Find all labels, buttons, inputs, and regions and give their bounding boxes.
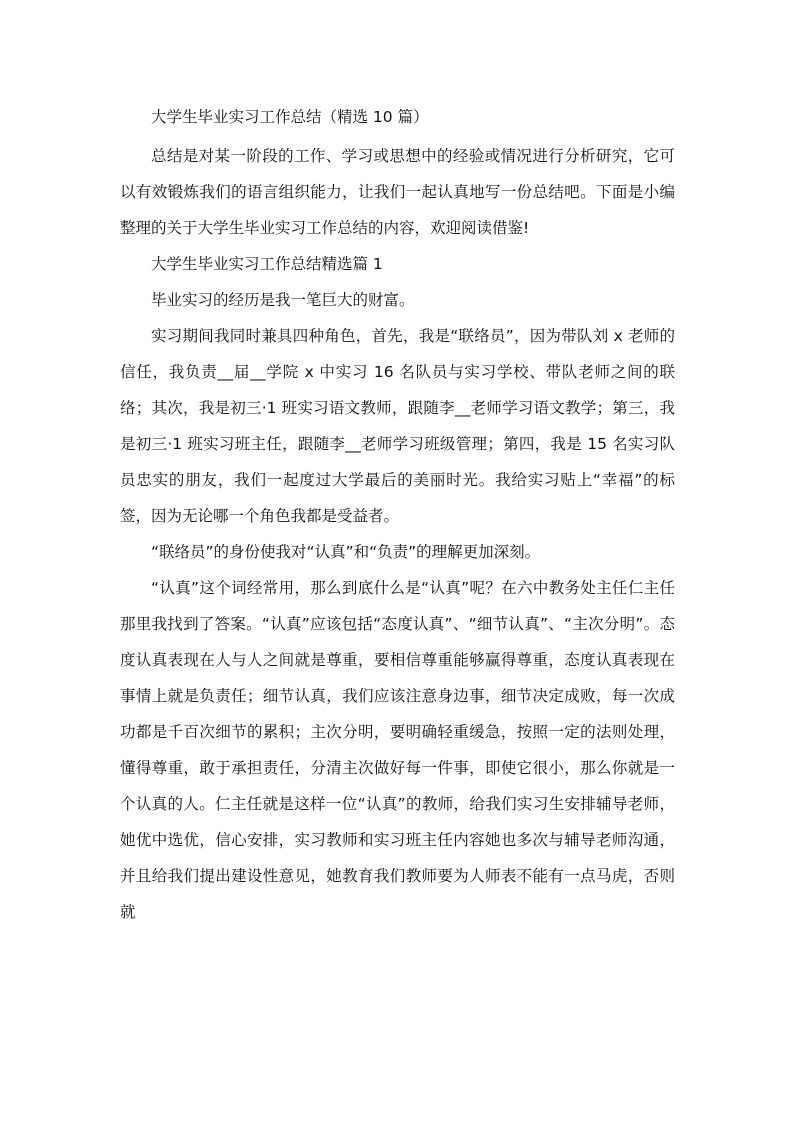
body-paragraph: “联络员”的身份使我对“认真”和“负责”的理解更加深刻。: [151, 543, 541, 561]
body-paragraph: 毕业实习的经历是我一笔巨大的财富。: [151, 291, 415, 309]
document-body: [120, 100, 675, 930]
body-paragraph: 实习期间我同时兼具四种角色，首先，我是“联络员”，因为带队刘 x 老师的信任，我负责__届__学院 x 中实习 16 名队员与实习学校、带队老师之间的联络；其次，我是初三·1 班实习语文教师，跟随李__老师学习语文教学；第三，我是初三·1 班实习班主任，跟随李__老师学习班级管理；第四，我是 15 名实习队员忠实的朋友，我们一起度过大学最后的美丽时光。我给实习贴上“幸福”的标签，因为无论哪一个角色我都是受益者。: [120, 327, 675, 525]
section-heading: 大学生毕业实习工作总结精选篇 1: [151, 255, 383, 273]
intro-paragraph: 总结是对某一阶段的工作、学习或思想中的经验或情况进行分析研究，它可以有效锻炼我们的语言组织能力，让我们一起认真地写一份总结吧。下面是小编整理的关于大学生毕业实习工作总结的内容，欢迎阅读借鉴!: [120, 147, 675, 237]
body-paragraph: “认真”这个词经常用，那么到底什么是“认真”呢？在六中教务处主任仁主任那里我找到了答案。“认真”应该包括“态度认真”、“细节认真”、“主次分明”。态度认真表现在人与人之间就是尊重，要相信尊重能够赢得尊重，态度认真表现在事情上就是负责任；细节认真，我们应该注意身边事，细节决定成败，每一次成功都是千百次细节的累积；主次分明，要明确轻重缓急，按照一定的法则处理，懂得尊重，敢于承担责任，分清主次做好每一件事，即使它很小，那么你就是一个认真的人。仁主任就是这样一位“认真”的教师，给我们实习生安排辅导老师，她优中选优，信心安排，实习教师和实习班主任内容她也多次与辅导老师沟通，并且给我们提出建设性意见，她教育我们教师要为人师表不能有一点马虎，否则就: [120, 579, 675, 921]
document-title: 大学生毕业实习工作总结（精选 10 篇）: [151, 108, 429, 126]
